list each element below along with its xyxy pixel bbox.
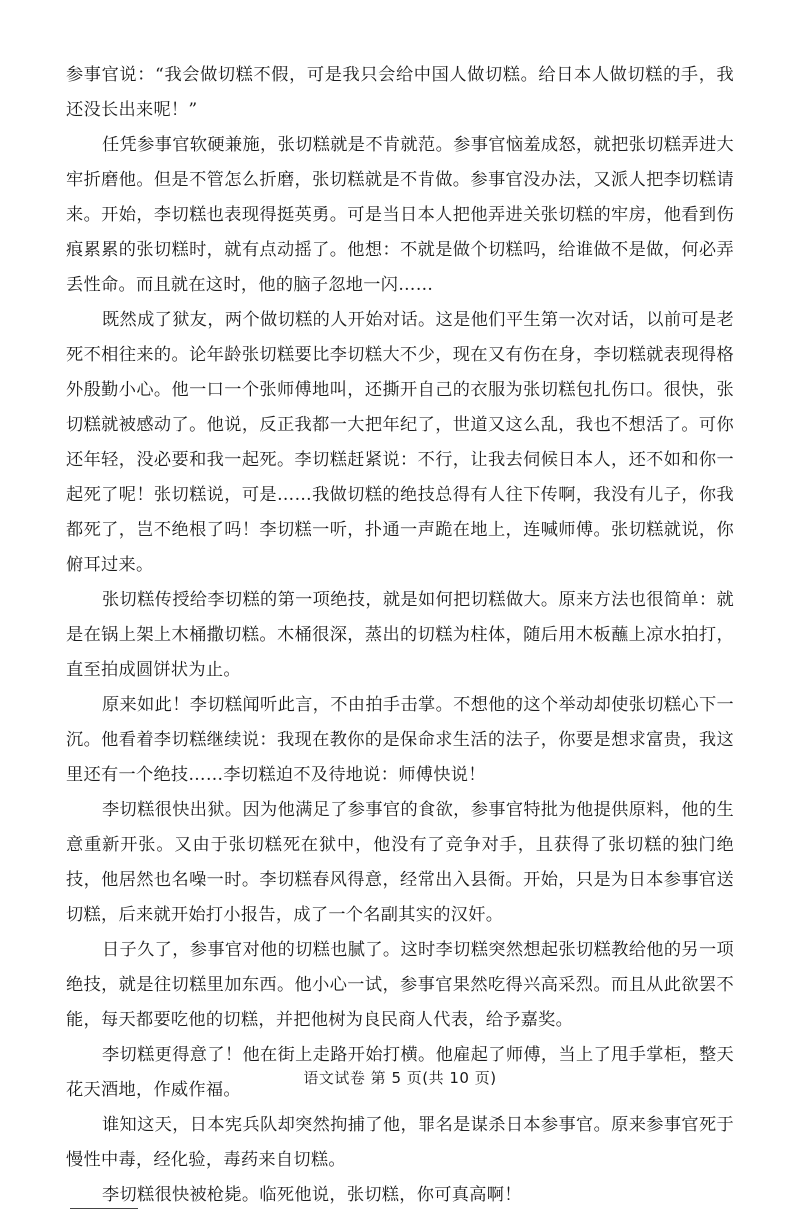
paragraph-10: 李切糕很快被枪毙。临死他说，张切糕，你可真高啊！ [102, 1185, 522, 1205]
handwritten-underline [70, 1208, 138, 1209]
paragraph-6: 李切糕很快出狱。因为他满足了参事官的食欲，参事官特批为他提供原料，他的生意重新开张。又由于张切糕死在狱中，他没有了竞争对手，且获得了张切糕的独门绝技，他居然也名噪一时。李切糕春风得意，经常出入县衙。开始，只是为日本参事官送切糕，后来就开始打小报告，成了一个名副其实的汉奸。 [66, 800, 734, 925]
paragraph-1: 参事官说：“我会做切糕不假，可是我只会给中国人做切糕。给日本人做切糕的手，我还没长出来呢！” [66, 65, 734, 120]
paragraph-8: 李切糕更得意了！他在街上走路开始打横。他雇起了师傅，当上了甩手掌柜，整天花天酒地，作威作福。 [66, 1045, 734, 1100]
paragraph-4: 张切糕传授给李切糕的第一项绝技，就是如何把切糕做大。原来方法也很简单：就是在锅上架上木桶撒切糕。木桶很深，蒸出的切糕为柱体，随后用木板蘸上凉水拍打，直至拍成圆饼状为止。 [66, 590, 734, 680]
paragraph-3: 既然成了狱友，两个做切糕的人开始对话。这是他们平生第一次对话，以前可是老死不相往来的。论年龄张切糕要比李切糕大不少，现在又有伤在身，李切糕就表现得格外殷勤小心。他一口一个张师傅地叫，还撕开自己的衣服为张切糕包扎伤口。很快，张切糕就被感动了。他说，反正我都一大把年纪了，世道又这么乱，我也不想活了。可你还年轻，没必要和我一起死。李切糕赶紧说：不行，让我去伺候日本人，还不如和你一起死了呢！张切糕说，可是……我做切糕的绝技总得有人往下传啊，我没有儿子，你我都死了，岂不绝根了吗！李切糕一听，扑通一声跪在地上，连喊师傅。张切糕就说，你俯耳过来。 [66, 310, 734, 575]
page-footer: 语文试卷 第 5 页(共 10 页) [303, 1069, 497, 1087]
paragraph-10-wrapper [66, 1178, 734, 1213]
document-page [66, 58, 734, 1213]
paragraph-2: 任凭参事官软硬兼施，张切糕就是不肯就范。参事官恼羞成怒，就把张切糕弄进大牢折磨他。但是不管怎么折磨，张切糕就是不肯做。参事官没办法，又派人把李切糕请来。开始，李切糕也表现得挺英勇。可是当日本人把他弄进关张切糕的牢房，他看到伤痕累累的张切糕时，就有点动摇了。他想：不就是做个切糕吗，给谁做不是做，何必弄丢性命。而且就在这时，他的脑子忽地一闪…… [66, 135, 734, 295]
paragraph-7: 日子久了，参事官对他的切糕也腻了。这时李切糕突然想起张切糕教给他的另一项绝技，就是往切糕里加东西。他小心一试，参事官果然吃得兴高采烈。而且从此欲罢不能，每天都要吃他的切糕，并把他树为良民商人代表，给予嘉奖。 [66, 940, 734, 1030]
paragraph-5: 原来如此！李切糕闻听此言，不由拍手击掌。不想他的这个举动却使张切糕心下一沉。他看着李切糕继续说：我现在教你的是保命求生活的法子，你要是想求富贵，我这里还有一个绝技……李切糕迫不及待地说：师傅快说！ [66, 695, 734, 785]
paragraph-9: 谁知这天，日本宪兵队却突然拘捕了他，罪名是谋杀日本参事官。原来参事官死于慢性中毒，经化验，毒药来自切糕。 [66, 1115, 734, 1170]
